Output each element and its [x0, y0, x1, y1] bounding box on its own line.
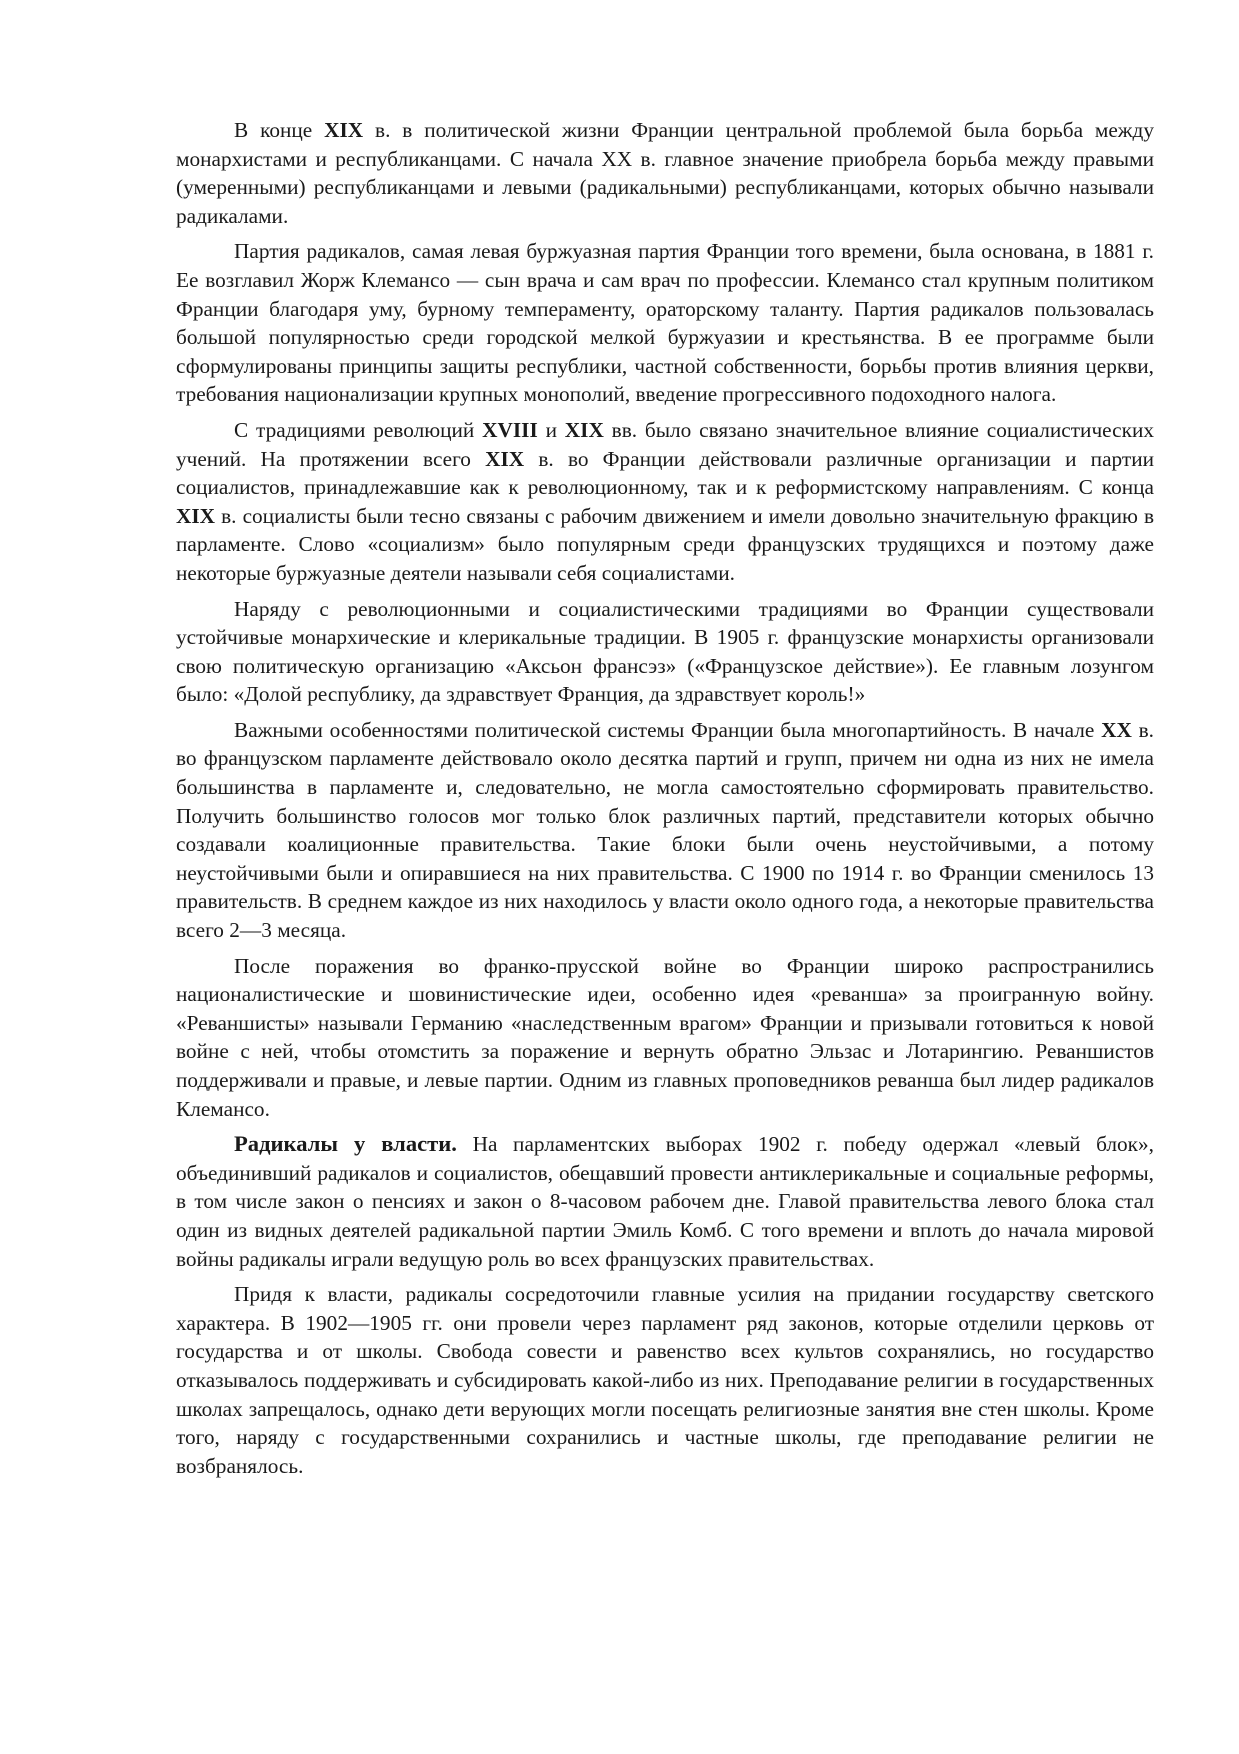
paragraph-secularization: [176, 1280, 1154, 1480]
text-run: Важными особенностями политической системы Франции была многопартийность. В начале: [234, 717, 1102, 742]
section-heading: Радикалы у власти.: [234, 1131, 457, 1157]
text-run: Наряду с революционными и социалистическими традициями во Франции существовали устойчивые монархические и клерикальные традиции. В 1905 г. французские монархисты организовали свою политическую организацию «Аксьон франсэз» («Французское действие»). Ее главным лозунгом было: «Долой республику, да здравствует Франция, да здравствует король!»: [176, 596, 1154, 707]
text-run: в. во французском парламенте действовало около десятка партий и групп, причем ни одна из них не имела большинства в парламенте и, следовательно, не могла самостоятельно сформировать правительство. Получить большинство голосов мог только блок различных партий, представители которых обычно создавали коалиционные правительства. Такие блоки были очень неустойчивыми, а потому неустойчивыми были и опиравшиеся на них правительства. С 1900 по 1914 г. во Франции сменилось 13 правительств. В среднем каждое из них находилось у власти около одного года, а некоторые правительства всего 2—3 месяца.: [176, 717, 1154, 943]
roman-numeral: XIX: [485, 446, 525, 471]
paragraph-radical-party: [176, 237, 1154, 409]
roman-numeral: XX: [1101, 717, 1132, 742]
text-run: После поражения во франко-прусской войне во Франции широко распространились националистические и шовинистические идеи, особенно идея «реванша» за проигранную войну. «Реваншисты» называли Германию «наследственным врагом» Франции и призывали готовиться к новой войне с ней, чтобы отомстить за поражение и вернуть обратно Эльзас и Лотарингию. Реваншистов поддерживали и правые, и левые партии. Одним из главных проповедников реванша был лидер радикалов Клемансо.: [176, 953, 1154, 1121]
text-run: в. социалисты были тесно связаны с рабочим движением и имели довольно значительную фракцию в парламенте. Слово «социализм» было популярным среди французских трудящихся и поэтому даже некоторые буржуазные деятели называли себя социалистами.: [176, 503, 1154, 585]
paragraph-monarchists-vs-republicans: [176, 116, 1154, 230]
paragraph-radicals-in-power: [176, 1130, 1154, 1273]
paragraph-monarchist-traditions: [176, 595, 1154, 709]
paragraph-multiparty-system: [176, 716, 1154, 945]
text-run: и: [537, 417, 565, 442]
text-run: В конце: [234, 118, 325, 142]
roman-numeral: XIX: [324, 118, 364, 142]
text-run: С традициями революций: [234, 417, 483, 442]
roman-numeral: XIX: [564, 417, 604, 442]
document-page: [176, 116, 1154, 1487]
paragraph-socialist-teachings: [176, 416, 1154, 588]
text-run: Придя к власти, радикалы сосредоточили главные усилия на придании государству светского характера. В 1902—1905 гг. они провели через парламент ряд законов, которые отделили церковь от государства и от школы. Свобода совести и равенство всех культов сохранялись, но государство отказывалось поддерживать и субсидировать какой-либо из них. Преподавание религии в государственных школах запрещалось, однако дети верующих могли посещать религиозные занятия вне стен школы. Кроме того, наряду с государственными сохранились и частные школы, где преподавание религии не возбранялось.: [176, 1282, 1154, 1478]
text-run: Партия радикалов, самая левая буржуазная партия Франции того времени, была основана, в 1881 г. Ее возглавил Жорж Клемансо — сын врача и сам врач по профессии. Клемансо стал крупным политиком Франции благодаря уму, бурному темпераменту, ораторскому таланту. Партия радикалов пользовалась большой популярностью среди городской мелкой буржуазии и крестьянства. В ее программе были сформулированы принципы защиты республики, частной собственности, борьбы против влияния церкви, требования национализации крупных монополий, введение прогрессивного подоходного налога.: [176, 239, 1154, 407]
text-run: На парламентских выборах 1902 г. победу одержал «левый блок», объединивший радикалов и социалистов, обещавший провести антиклерикальные и социальные реформы, в том числе закон о пенсиях и закон о 8-часовом рабочем дне. Главой правительства левого блока стал один из видных деятелей радикальной партии Эмиль Комб. С того времени и вплоть до начала мировой войны радикалы играли ведущую роль во всех французских правительствах.: [176, 1132, 1154, 1271]
text-run: вв. было связано значительное влияние социалистических учений. На протяжении всего: [176, 417, 1154, 471]
roman-numeral: XIX: [176, 503, 216, 528]
paragraph-revanchism: [176, 952, 1154, 1124]
text-run: в. во Франции действовали различные организации и партии социалистов, принадлежавшие как к революционному, так и к реформистскому направлениям. С конца: [176, 446, 1154, 500]
text-run: в. в политической жизни Франции центральной проблемой была борьба между монархистами и республиканцами. С начала XX в. главное значение приобрела борьба между правыми (умеренными) республиканцами и левыми (радикальными) республиканцами, которых обычно называли радикалами.: [176, 118, 1155, 228]
roman-numeral: XVIII: [482, 417, 538, 442]
